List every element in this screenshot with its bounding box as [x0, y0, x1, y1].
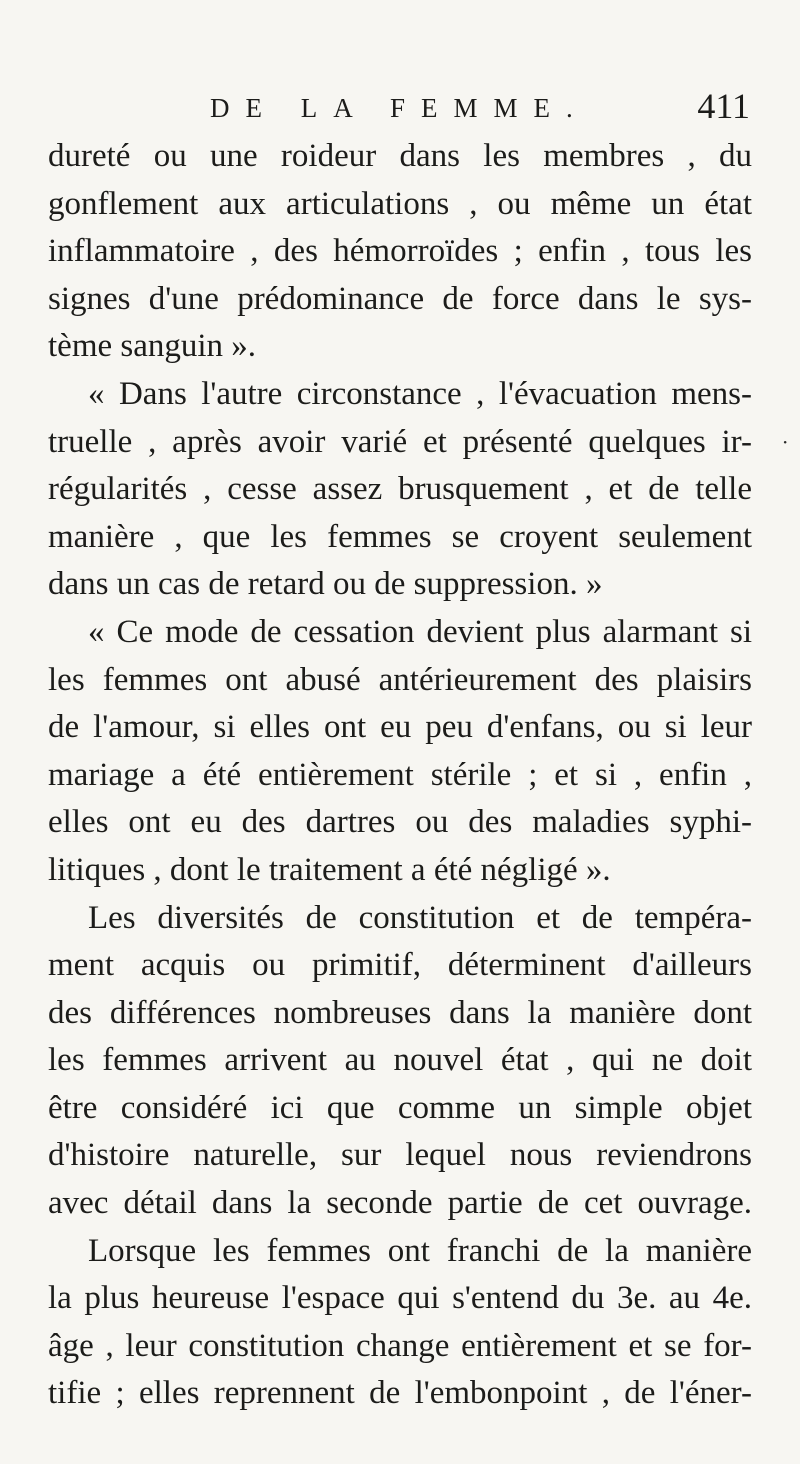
- text-line: de l'amour, si elles ont eu peu d'enfans, ou si leur: [48, 709, 752, 746]
- text-line: « Ce mode de cessation devient plus alarmant si: [88, 613, 752, 650]
- text-line: être considéré ici que comme un simple objet: [48, 1089, 752, 1126]
- text-line: « Dans l'autre circonstance , l'évacuation mens-: [88, 375, 752, 412]
- running-header: [48, 88, 750, 128]
- text-line: des différences nombreuses dans la manière dont: [48, 994, 752, 1031]
- text-line: mariage a été entièrement stérile ; et si , enfin ,: [48, 756, 752, 793]
- text-line: tifie ; elles reprennent de l'embonpoint , de l'éner-: [48, 1375, 752, 1412]
- text-line: gonflement aux articulations , ou même un état: [48, 185, 752, 222]
- stray-mark: ·: [782, 430, 789, 454]
- body-text: [48, 133, 752, 1418]
- text-line: les femmes ont abusé antérieurement des plaisirs: [48, 661, 752, 698]
- text-line: tème sanguin ».: [48, 328, 257, 365]
- text-line: litiques , dont le traitement a été négligé ».: [48, 851, 611, 888]
- text-line: truelle , après avoir varié et présenté quelques ir-: [48, 423, 752, 460]
- text-line: inflammatoire , des hémorroïdes ; enfin , tous les: [48, 233, 752, 270]
- text-line: les femmes arrivent au nouvel état , qui ne doit: [48, 1042, 752, 1079]
- page-number: 411: [697, 86, 750, 126]
- text-line: régularités , cesse assez brusquement , et de telle: [48, 471, 752, 508]
- text-line: elles ont eu des dartres ou des maladies syphi-: [48, 804, 752, 841]
- text-line: dureté ou une roideur dans les membres , du: [48, 138, 752, 174]
- text-line: d'histoire naturelle, sur lequel nous reviendrons: [48, 1137, 752, 1174]
- text-line: Lorsque les femmes ont franchi de la manière: [88, 1232, 752, 1269]
- text-line: âge , leur constitution change entièrement et se for-: [48, 1327, 752, 1364]
- text-line: Les diversités de constitution et de tempéra-: [88, 899, 752, 936]
- text-line: avec détail dans la seconde partie de cet ouvrage.: [48, 1185, 752, 1222]
- text-line: dans un cas de retard ou de suppression. »: [48, 566, 603, 603]
- text-line: signes d'une prédominance de force dans le sys-: [48, 280, 752, 317]
- running-title: DE LA FEMME.: [210, 93, 589, 123]
- text-line: la plus heureuse l'espace qui s'entend du 3e. au 4e.: [48, 1280, 752, 1317]
- text-line: ment acquis ou primitif, déterminent d'ailleurs: [48, 947, 752, 984]
- text-line: manière , que les femmes se croyent seulement: [48, 518, 752, 555]
